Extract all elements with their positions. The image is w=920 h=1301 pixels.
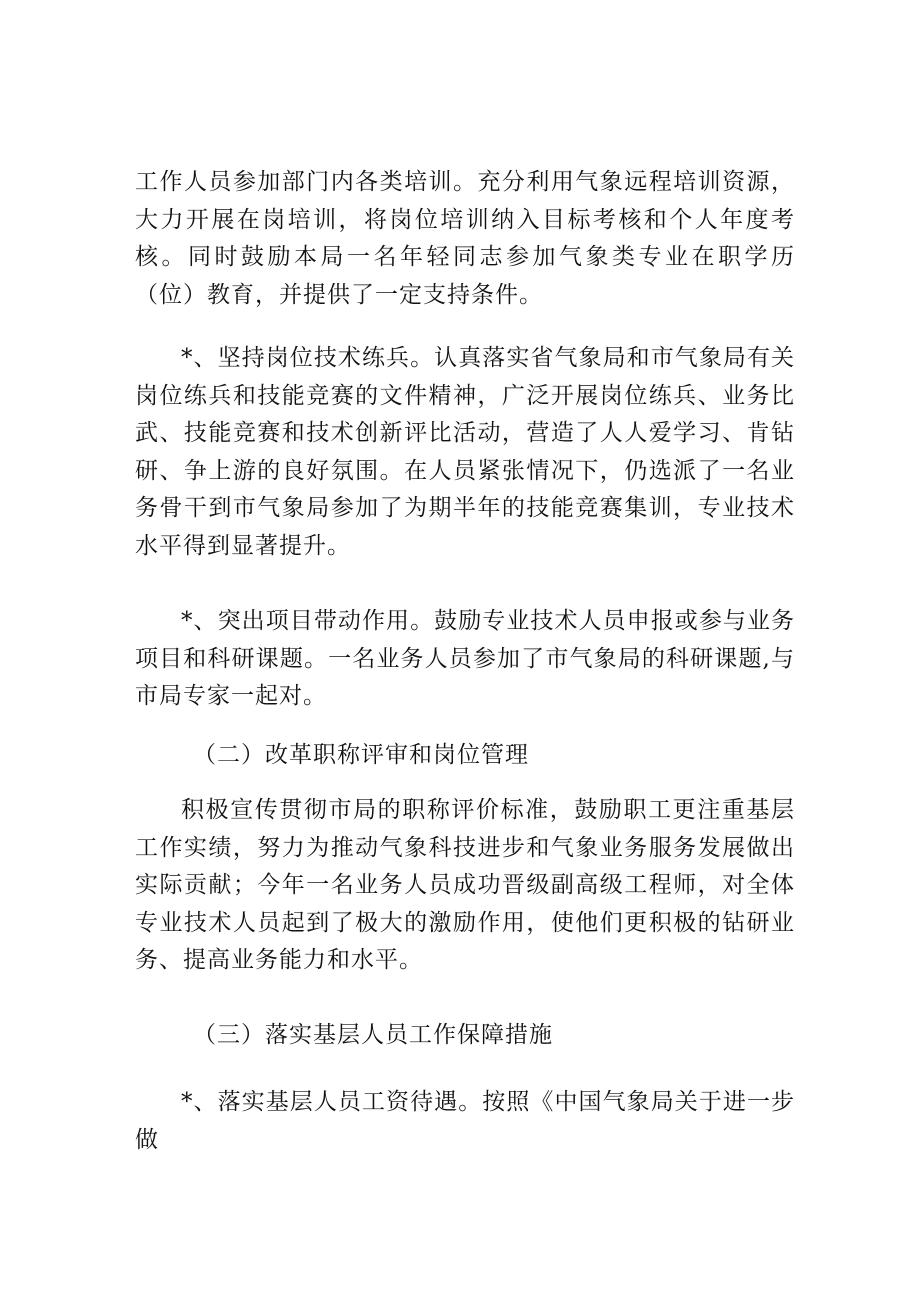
section-heading-title-review: （二）改革职称评审和岗位管理 bbox=[193, 742, 529, 768]
section-heading-staff-guarantee: （三）落实基层人员工作保障措施 bbox=[193, 1022, 553, 1048]
paragraph-skill-drills: *、坚持岗位技术练兵。认真落实省气象局和市气象局有关岗位练兵和技能竞赛的文件精神，广泛开展岗位练兵、业务比武、技能竞赛和技术创新评比活动，营造了人人爱学习、肯钻研、争上游的良好氛围。在人员紧张情况下，仍选派了一名业务骨干到市气象局参加了为期半年的技能竞赛集训，专业技术水平得到显著提升。 bbox=[135, 345, 795, 559]
paragraph-salary: *、落实基层人员工资待遇。按照《中国气象局关于进一步做 bbox=[135, 1089, 795, 1153]
paragraph-training: 工作人员参加部门内各类培训。充分利用气象远程培训资源，大力开展在岗培训，将岗位培训纳入目标考核和个人年度考核。同时鼓励本局一名年轻同志参加气象类专业在职学历（位）教育，并提供了一定支持条件。 bbox=[135, 169, 795, 308]
paragraph-title-evaluation: 积极宣传贯彻市局的职称评价标准，鼓励职工更注重基层工作实绩，努力为推动气象科技进步和气象业务服务发展做出实际贡献；今年一名业务人员成功晋级副高级工程师，对全体专业技术人员起到了极大的激励作用，使他们更积极的钻研业务、提高业务能力和水平。 bbox=[135, 797, 795, 973]
paragraph-project-driven: *、突出项目带动作用。鼓励专业技术人员申报或参与业务项目和科研课题。一名业务人员参加了市气象局的科研课题,与市局专家一起对。 bbox=[135, 608, 795, 709]
